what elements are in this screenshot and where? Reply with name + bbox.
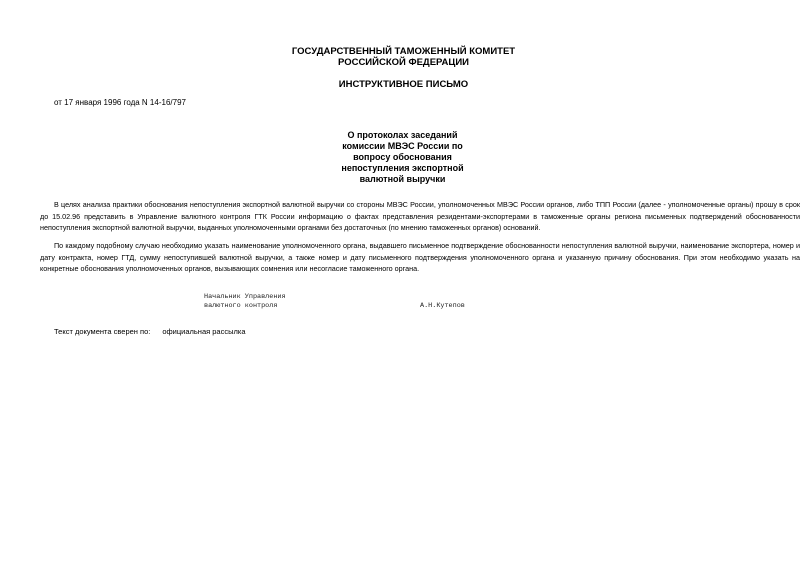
subject-line-3: вопросу обоснования	[353, 152, 452, 162]
subject-line-1: О протоколах заседаний	[347, 130, 458, 140]
subject-line-4: непоступления экспортной	[341, 163, 464, 173]
body-paragraph-2: По каждому подобному случаю необходимо указать наименование уполномоченного органа, выдавшего письменное подтверждение обоснованности непоступления валютной выручки, наименование экспортера, номер и дату контракта, номер ГТД, сумму непоступившей валютной выручки, а также номер и дату письменного подтверждения уполномоченного органа и указанную причину обоснования. При этом необходимо указать на конкретные обоснования уполномоченных органов, вызывающих сомнения или несогласие таможенного органа.	[40, 241, 800, 273]
document-date: от 17 января 1996 года N 14-16/797	[54, 98, 186, 107]
signatory-title-line-2: валютного контроля	[204, 302, 278, 310]
verification-source: официальная рассылка	[162, 327, 246, 336]
document-subject	[330, 130, 475, 185]
signatory-title	[204, 293, 286, 311]
verification-label: Текст документа сверен по:	[54, 327, 151, 336]
subject-line-5: валютной выручки	[359, 174, 446, 184]
subject-line-2: комиссии МВЭС России по	[342, 141, 463, 151]
body-paragraph-1: В целях анализа практики обоснования непоступления экспортной валютной выручки со стороны МВЭС России, уполномоченных МВЭС России органов, либо ТПП России (далее - уполномоченные органы) прошу в срок до 15.02.96 представить в Управление валютного контроля ГТК России информацию о фактах представления резидентами-экспортерами в таможенные органы региона письменных подтверждений обоснованности непоступления экспортной валютной выручки, выданных уполномоченными органами без достаточных (по мнению таможенных органов) оснований.	[40, 200, 800, 232]
issuer-line-1: ГОСУДАРСТВЕННЫЙ ТАМОЖЕННЫЙ КОМИТЕТ	[291, 46, 516, 57]
document-type: ИНСТРУКТИВНОЕ ПИСЬМО	[338, 79, 469, 90]
issuer-heading	[0, 46, 807, 68]
issuer-line-2: РОССИЙСКОЙ ФЕДЕРАЦИИ	[337, 57, 469, 68]
signatory-title-line-1: Начальник Управления	[204, 293, 286, 301]
signatory-name: А.Н.Кутепов	[420, 302, 465, 310]
verification-note	[54, 327, 245, 337]
